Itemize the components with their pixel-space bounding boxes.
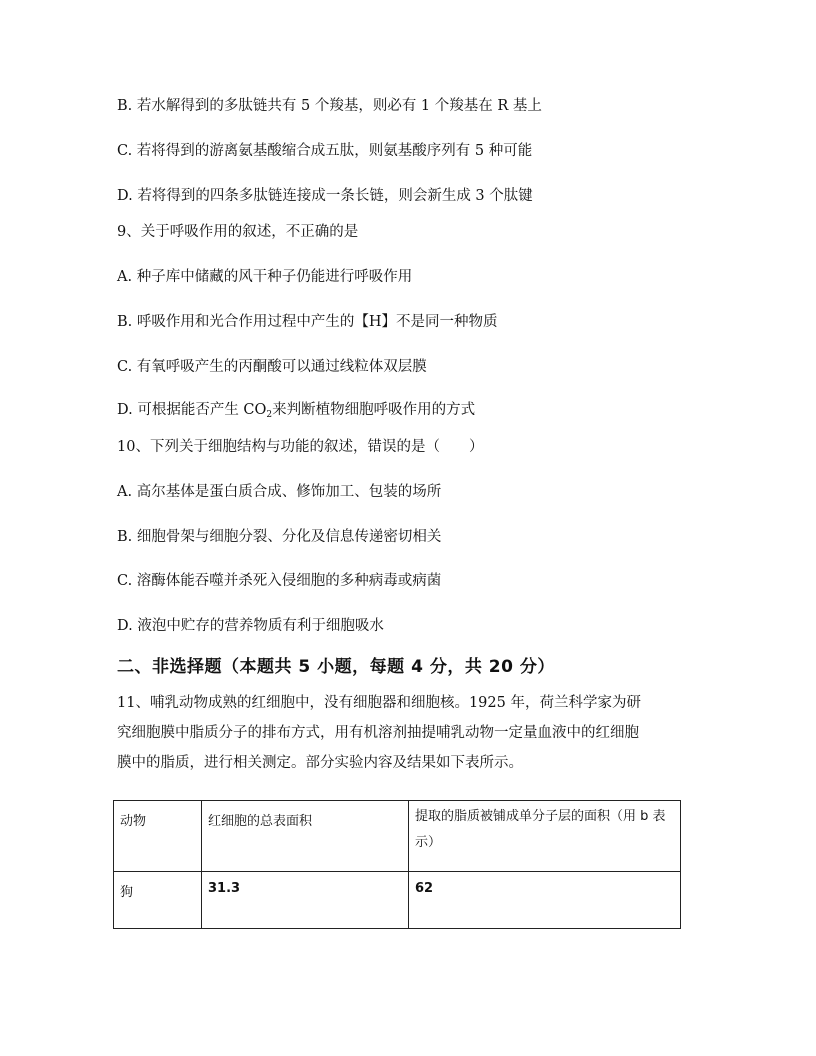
q9-option-d-pre: D. 可根据能否产生 CO — [117, 402, 267, 418]
q8-option-d: D. 若将得到的四条多肽链连接成一条长链，则会新生成 3 个肽键 — [117, 188, 533, 204]
q9-option-d-subscript: 2 — [266, 410, 273, 420]
q10-option-d: D. 液泡中贮存的营养物质有利于细胞吸水 — [117, 618, 384, 634]
table-cell: 62 — [409, 872, 681, 929]
q11-paragraph — [117, 688, 702, 778]
q9-option-b: B. 呼吸作用和光合作用过程中产生的【H】不是同一种物质 — [117, 314, 498, 330]
table-header-cell: 提取的脂质被铺成单分子层的面积（用 b 表示） — [409, 801, 681, 872]
q11-line-3: 膜中的脂质，进行相关测定。部分实验内容及结果如下表所示。 — [117, 755, 523, 771]
table-header-row — [114, 801, 681, 872]
q9-option-a: A. 种子库中储藏的风干种子仍能进行呼吸作用 — [117, 269, 413, 285]
q10-option-b: B. 细胞骨架与细胞分裂、分化及信息传递密切相关 — [117, 529, 442, 545]
results-table — [113, 800, 681, 929]
q9-stem: 9、关于呼吸作用的叙述，不正确的是 — [117, 224, 359, 240]
q11-line-1: 11、哺乳动物成熟的红细胞中，没有细胞器和细胞核。1925 年，荷兰科学家为研 — [117, 695, 641, 711]
q10-option-a: A. 高尔基体是蛋白质合成、修饰加工、包装的场所 — [117, 484, 442, 500]
table-row — [114, 872, 681, 929]
q9-option-c: C. 有氧呼吸产生的丙酮酸可以通过线粒体双层膜 — [117, 359, 427, 375]
q11-line-2: 究细胞膜中脂质分子的排布方式，用有机溶剂抽提哺乳动物一定量血液中的红细胞 — [117, 725, 639, 741]
table-header-cell: 动物 — [114, 801, 202, 872]
table-cell: 狗 — [114, 872, 202, 929]
table-header-cell: 红细胞的总表面积 — [202, 801, 409, 872]
q10-stem: 10、下列关于细胞结构与功能的叙述，错误的是（ ） — [117, 439, 484, 455]
q8-option-c: C. 若将得到的游离氨基酸缩合成五肽，则氨基酸序列有 5 种可能 — [117, 143, 533, 159]
q9-option-d — [117, 400, 475, 425]
table-cell: 31.3 — [202, 872, 409, 929]
q10-option-c: C. 溶酶体能吞噬并杀死入侵细胞的多种病毒或病菌 — [117, 573, 442, 589]
q8-option-b: B. 若水解得到的多肽链共有 5 个羧基，则必有 1 个羧基在 R 基上 — [117, 98, 542, 114]
q9-option-d-post: 来判断植物细胞呼吸作用的方式 — [272, 402, 476, 418]
section-heading: 二、非选择题（本题共 5 小题，每题 4 分，共 20 分） — [117, 657, 555, 677]
